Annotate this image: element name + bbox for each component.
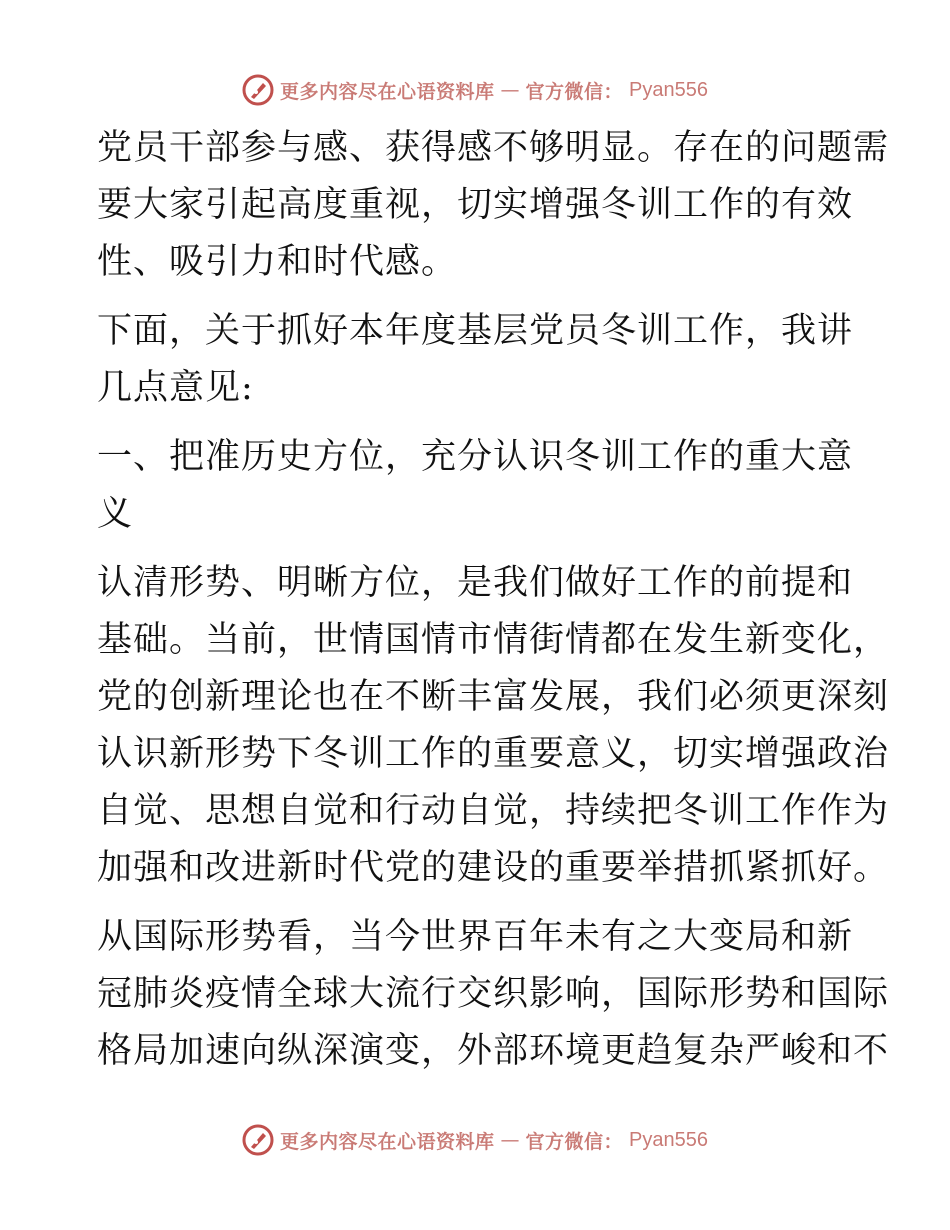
paragraph [97,120,890,291]
text-line: 基础。当前，世情国情市情街情都在发生新变化， [97,620,890,660]
text-line: 冠肺炎疫情全球大流行交织影响，国际形势和国际 [97,974,890,1014]
footer-watermark [0,1122,950,1158]
text-line: 党的创新理论也在不断丰富发展，我们必须更深刻 [97,677,890,717]
text-line: 党员干部参与感、获得感不够明显。存在的问题需 [97,128,890,168]
pen-logo-icon [242,74,274,106]
watermark-separator: — [500,79,520,101]
watermark-site-text: 更多内容尽在心语资料库 [280,1130,495,1153]
paragraph [97,555,890,897]
text-line: 加强和改进新时代党的建设的重要举措抓紧抓好。 [97,848,890,888]
paragraph [97,303,857,417]
text-line: 认清形势、明晰方位，是我们做好工作的前提和 [97,563,854,603]
watermark-wechat-label: 官方微信： [525,80,624,103]
text-line: 要大家引起高度重视，切实增强冬训工作的有效 [97,185,854,225]
watermark-wechat-id: Pyan556 [629,78,708,101]
watermark-wechat-label: 官方微信： [525,1130,624,1153]
header-watermark [0,72,950,108]
pen-logo-icon [242,1124,274,1156]
paragraph [97,909,890,1080]
text-line: 性、吸引力和时代感。 [97,242,458,282]
section-heading [97,429,857,543]
text-line: 格局加速向纵深演变，外部环境更趋复杂严峻和不 [97,1031,890,1071]
text-line: 自觉、思想自觉和行动自觉，持续把冬训工作作为 [97,791,890,831]
text-line: 一、把准历史方位，充分认识冬训工作的重大意 [97,437,854,477]
watermark-site-text: 更多内容尽在心语资料库 [280,80,495,103]
watermark-separator: — [500,1129,520,1151]
text-line: 义 [97,494,134,534]
text-line: 认识新形势下冬训工作的重要意义，切实增强政治 [97,734,890,774]
watermark-wechat-id: Pyan556 [629,1128,708,1151]
text-line: 下面，关于抓好本年度基层党员冬训工作，我讲 [97,311,854,351]
text-line: 从国际形势看，当今世界百年未有之大变局和新 [97,917,854,957]
document-body [97,120,890,1080]
text-line: 几点意见: [97,368,254,408]
